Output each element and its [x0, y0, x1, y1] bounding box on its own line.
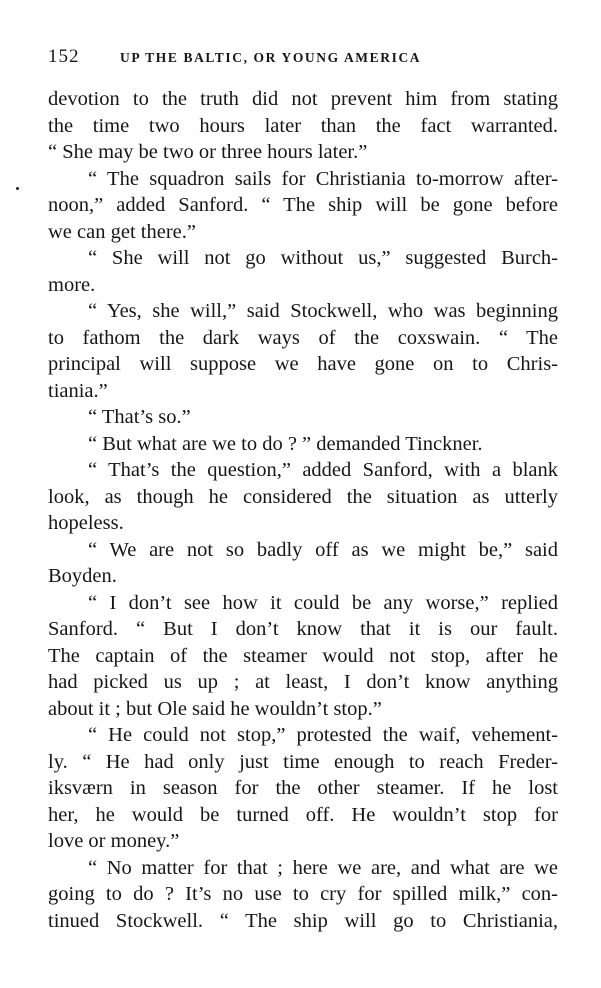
text-line: going to do ? It’s no use to cry for spilled milk,” con- — [48, 883, 558, 905]
text-line: The captain of the steamer would not stop, after he — [48, 644, 558, 667]
text-line: to fathom the dark ways of the coxswain. “ The — [48, 326, 558, 349]
text-line: “ That’s the question,” added Sanford, with a blank — [88, 459, 558, 481]
text-line: devotion to the truth did not prevent him from stating — [48, 88, 558, 110]
text-line: look, as though he considered the situation as utterly — [48, 485, 558, 508]
text-line: iksværn in season for the other steamer. If he lost — [48, 777, 558, 799]
text-line: we can get there.” — [48, 220, 196, 243]
text-line: Boyden. — [48, 565, 117, 587]
text-line: about it ; but Ole said he wouldn’t stop.” — [48, 697, 382, 720]
text-line: love or money.” — [48, 830, 180, 852]
page-number: 152 — [48, 46, 80, 67]
text-line: her, he would be turned off. He wouldn’t stop for — [48, 803, 558, 826]
print-speck — [16, 187, 19, 190]
text-line: “ Yes, she will,” said Stockwell, who was beginning — [88, 300, 558, 322]
text-line: noon,” added Sanford. “ The ship will be gone before — [48, 194, 558, 216]
text-line: more. — [48, 273, 96, 296]
text-line: tiania.” — [48, 379, 108, 402]
text-line: tinued Stockwell. “ The ship will go to Christiania, — [48, 909, 558, 932]
text-line: “ I don’t see how it could be any worse,” replied — [88, 591, 558, 614]
text-line: “ He could not stop,” protested the waif, vehement- — [88, 724, 558, 746]
running-title: UP THE BALTIC, OR YOUNG AMERICA — [120, 50, 422, 65]
text-line: “ We are not so badly off as we might be,” said — [88, 538, 558, 561]
text-line: ly. “ He had only just time enough to reach Freder- — [48, 750, 558, 773]
text-line: hopeless. — [48, 512, 124, 534]
text-line: “ The squadron sails for Christiania to-morrow after- — [88, 167, 558, 190]
text-line: “ That’s so.” — [88, 406, 191, 428]
text-line: principal will suppose we have gone on to Chris- — [48, 353, 558, 375]
text-line: the time two hours later than the fact warranted. — [48, 114, 558, 137]
text-line: Sanford. “ But I don’t know that it is our fault. — [48, 618, 558, 640]
text-line: “ But what are we to do ? ” demanded Tinckner. — [88, 432, 483, 455]
text-line: had picked us up ; at least, I don’t know anything — [48, 671, 558, 693]
text-line: “ She may be two or three hours later.” — [48, 141, 368, 163]
text-line: “ She will not go without us,” suggested Burch- — [88, 247, 558, 269]
body-text — [48, 86, 558, 934]
page-header — [48, 44, 558, 70]
text-line: “ No matter for that ; here we are, and what are we — [88, 856, 558, 879]
